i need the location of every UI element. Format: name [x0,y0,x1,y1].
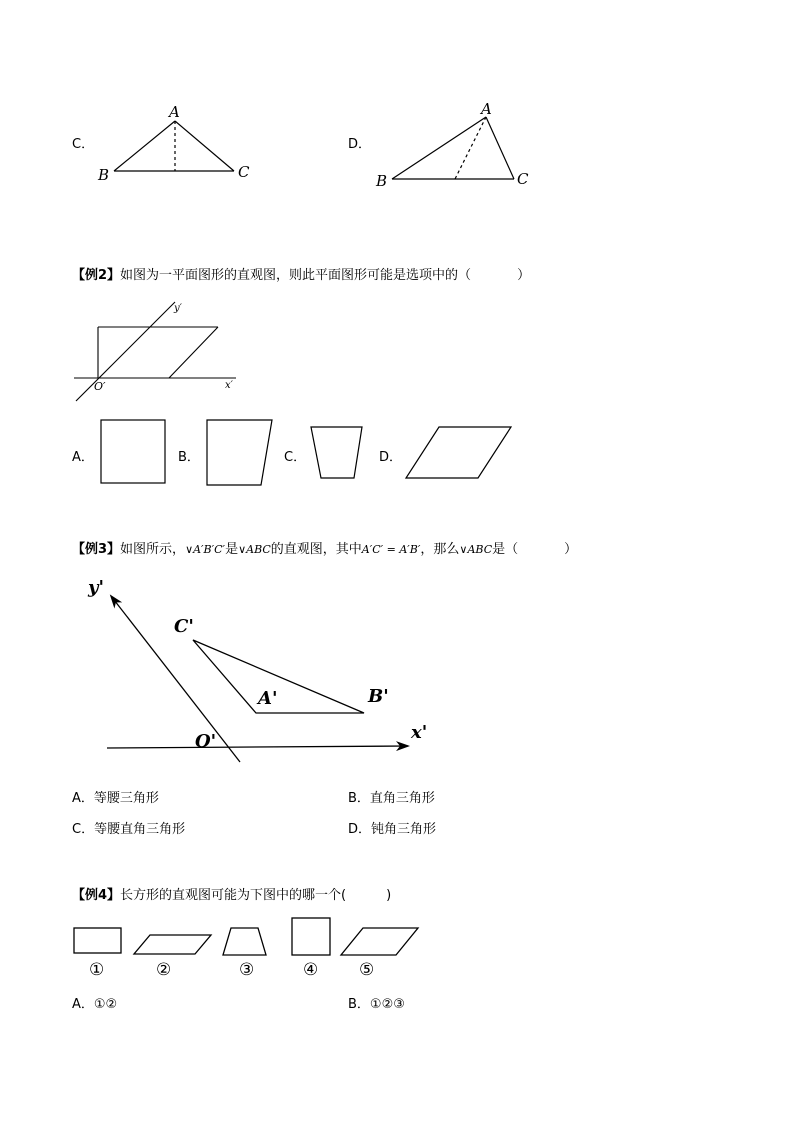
question-text: 的直观图，其中 [270,542,362,557]
option-d-label: D． [379,450,403,465]
option-b-label: B． [178,450,200,465]
option-a [72,993,117,1012]
vertex-a-label: A' [258,688,278,709]
triangle-symbol: ∨ABC [459,543,493,556]
axis-x-label: x′ [225,380,233,391]
equation: A′C′ = A′B′ [361,543,421,556]
vertex-c-label: C [238,163,250,181]
axis-y-label: y' [88,577,104,598]
closing-paren: ） [517,268,531,283]
figure-label-3: ③ [239,960,255,980]
vertex-b-label: B [98,166,110,184]
triangle-symbol: ∨A′B′C′ [185,543,226,556]
figure-label-1: ① [89,960,105,980]
figure-label-2: ② [156,960,172,980]
question-text: 是（ [492,542,519,557]
origin-label: O' [195,731,217,752]
option-label: A． [72,791,94,806]
question-text: ，那么 [420,542,460,557]
option-label: A． [72,997,94,1012]
option-text: 等腰三角形 [93,791,159,806]
option-text: ①② [93,997,118,1012]
option-text: 等腰直角三角形 [94,822,186,837]
option-d-label: D． [348,137,372,152]
example-tag: 【例2】 [72,268,121,283]
option-a-label: A． [72,450,94,465]
vertex-c-label: C [517,170,529,188]
vertex-a-label: A [169,103,180,121]
option-text: 直角三角形 [369,791,435,806]
figure-label-5: ⑤ [359,960,375,980]
question-text: 如图所示， [120,542,186,557]
axis-x-label: x' [411,722,428,743]
question-text: 长方形的直观图可能为下图中的哪一个( [120,888,347,903]
option-label: B． [348,997,370,1012]
vertex-a-label: A [481,100,492,118]
example-tag: 【例3】 [72,542,121,557]
option-b [348,993,405,1012]
question-text: 如图为一平面图形的直观图，则此平面图形可能是选项中的（ [120,268,472,283]
option-label: C． [72,822,95,837]
option-c-label: C． [72,137,95,152]
figure-label-4: ④ [303,960,319,980]
axis-y-label: y′ [174,303,182,314]
closing-paren: ） [564,542,578,557]
option-c-label: C． [284,450,307,465]
example-tag: 【例4】 [72,888,121,903]
option-text: 钝角三角形 [371,822,437,837]
question-text: 是 [225,542,239,557]
closing-paren: ) [386,888,392,903]
vertex-b-label: B' [368,686,389,707]
option-label: B． [348,791,370,806]
option-text: ①②③ [369,997,405,1012]
option-label: D． [348,822,372,837]
triangle-symbol: ∨ABC [238,543,271,556]
vertex-b-label: B [376,172,388,190]
vertex-c-label: C' [174,616,194,637]
origin-label: O′ [94,380,106,393]
